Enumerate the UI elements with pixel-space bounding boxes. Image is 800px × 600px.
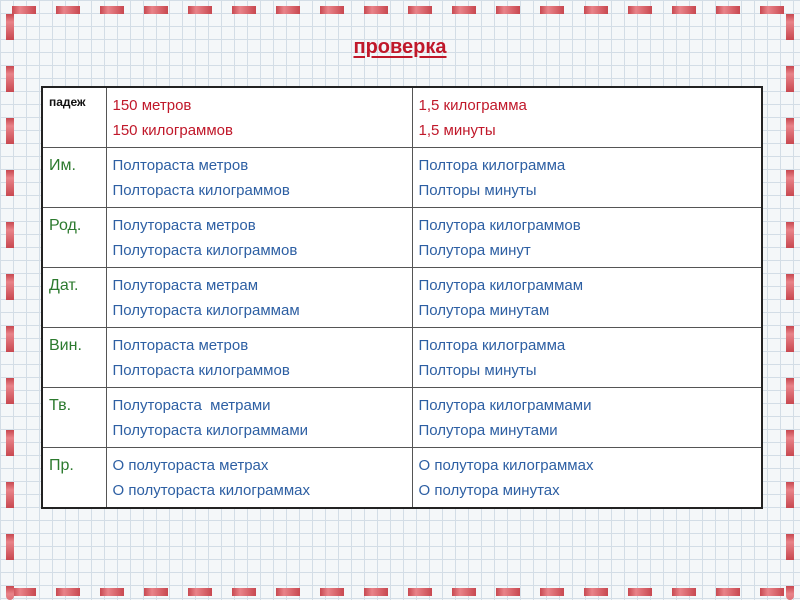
case-name: Им.: [49, 157, 76, 174]
word-form: Полутора килограммов: [418, 217, 581, 234]
case-name: Тв.: [49, 397, 72, 414]
stitch-border-bottom: [0, 588, 800, 596]
word-form: Полтораста метров: [112, 337, 249, 354]
word-form: Полутора килограммам: [418, 277, 584, 294]
word-form: Полтора килограмма: [418, 337, 566, 354]
word-form: О полутора килограммах: [418, 457, 594, 474]
header-text: 1,5 килограмма: [418, 97, 527, 114]
word-form: Полтора килограмма: [418, 157, 566, 174]
stitch-border-left: [6, 0, 14, 600]
word-form: Полутораста килограммов: [112, 242, 298, 259]
table-row: [42, 448, 762, 509]
word-form: Полторы минуты: [418, 182, 537, 199]
page-title: проверка: [353, 36, 447, 58]
table-row: [42, 208, 762, 268]
form-cell: [106, 268, 412, 328]
header-text: 1,5 минуты: [418, 122, 496, 139]
word-form: Полутора минутам: [418, 302, 550, 319]
word-form: Полтораста килограммов: [112, 182, 290, 199]
stitch-border-right: [786, 0, 794, 600]
header-text: 150 метров: [112, 97, 192, 114]
word-form: Полутораста метрами: [112, 397, 271, 414]
case-cell: [42, 148, 106, 208]
form-cell: [412, 148, 762, 208]
form-cell: [412, 448, 762, 509]
word-form: Полутора минутами: [418, 422, 558, 439]
case-column-label: падеж: [49, 95, 86, 109]
word-form: Полутораста килограммами: [112, 422, 309, 439]
form-cell: [412, 328, 762, 388]
header-cell-meters: [106, 87, 412, 148]
case-cell: [42, 448, 106, 509]
case-cell: [42, 268, 106, 328]
case-name: Род.: [49, 217, 82, 234]
table-row: [42, 328, 762, 388]
stitch-border-top: [0, 6, 800, 14]
table-row: [42, 388, 762, 448]
word-form: Полтораста метров: [112, 157, 249, 174]
form-cell: [106, 388, 412, 448]
case-name: Дат.: [49, 277, 79, 294]
word-form: Полтораста килограммов: [112, 362, 290, 379]
header-text: 150 килограммов: [112, 122, 233, 139]
table-row: [42, 268, 762, 328]
form-cell: [412, 268, 762, 328]
case-cell: [42, 388, 106, 448]
word-form: Полторы минуты: [418, 362, 537, 379]
word-form: Полутора минут: [418, 242, 531, 259]
form-cell: [106, 328, 412, 388]
word-form: Полутораста килограммам: [112, 302, 300, 319]
form-cell: [106, 208, 412, 268]
case-cell: [42, 208, 106, 268]
form-cell: [412, 388, 762, 448]
word-form: О полутораста килограммах: [112, 482, 310, 499]
form-cell: [106, 148, 412, 208]
case-name: Вин.: [49, 337, 82, 354]
form-cell: [412, 208, 762, 268]
declension-table: [41, 86, 763, 509]
case-name: Пр.: [49, 457, 74, 474]
form-cell: [106, 448, 412, 509]
header-cell-kilograms: [412, 87, 762, 148]
word-form: О полутора минутах: [418, 482, 560, 499]
table-header-row: [42, 87, 762, 148]
case-cell: [42, 328, 106, 388]
table-row: [42, 148, 762, 208]
word-form: Полутораста метрам: [112, 277, 259, 294]
word-form: О полутораста метрах: [112, 457, 269, 474]
header-case-cell: [42, 87, 106, 148]
word-form: Полутора килограммами: [418, 397, 592, 414]
word-form: Полутораста метров: [112, 217, 256, 234]
